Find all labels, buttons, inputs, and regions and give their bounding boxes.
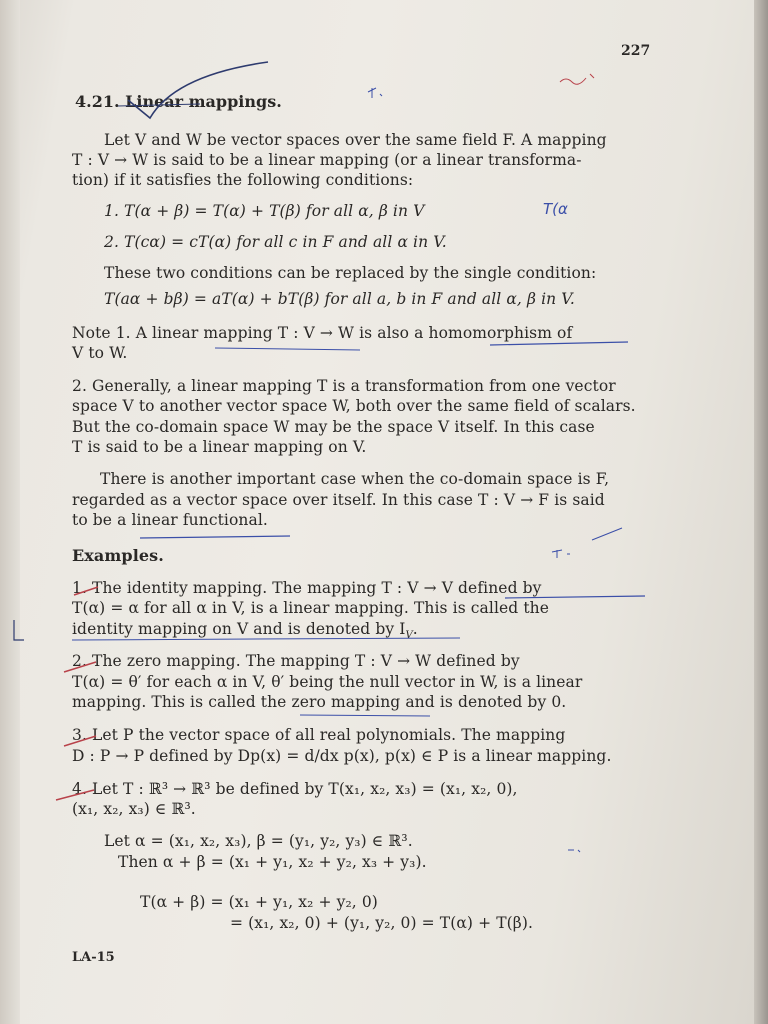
definition-line-2: T : V → W is said to be a linear mapping (or a linear transforma- [72, 151, 582, 169]
note-3-line-1: There is another important case when the co-domain space is F, [100, 470, 610, 488]
page-number: 227 [621, 43, 651, 59]
example-2-line-3: mapping. This is called the zero mapping and is denoted by 0. [72, 693, 567, 711]
example-4-line-6: = (x₁, x₂, 0) + (y₁, y₂, 0) = T(α) + T(β). [230, 914, 534, 932]
definition-line-3: tion) if it satisfies the following conditions: [72, 171, 414, 189]
definition-line-1: Let V and W be vector spaces over the same field F. A mapping [104, 131, 607, 149]
note-3-line-3: to be a linear functional. [72, 511, 268, 529]
note-2-line-2: space V to another vector space W, both over the same field of scalars. [72, 397, 636, 415]
example-4-line-2: (x₁, x₂, x₃) ∈ ℝ³. [72, 800, 196, 818]
single-condition-formula: T(aα + bβ) = aT(α) + bT(β) for all a, b in F and all α, β in V. [104, 290, 575, 308]
note-2-line-3: But the co-domain space W may be the space V itself. In this case [72, 418, 595, 436]
example-4-line-1: 4. Let T : ℝ³ → ℝ³ be defined by T(x₁, x₂, x₃) = (x₁, x₂, 0), [72, 780, 518, 798]
example-4-line-5: T(α + β) = (x₁ + y₁, x₂ + y₂, 0) [140, 893, 378, 911]
example-1-subscript: V [405, 630, 413, 642]
example-1-line-2: T(α) = α for all α in V, is a linear mapping. This is called the [72, 599, 550, 617]
section-heading: 4.21. Linear mappings. [75, 92, 282, 111]
example-2-line-2: T(α) = θ′ for each α in V, θ′ being the null vector in W, is a linear [72, 673, 583, 691]
note-1-line-1: Note 1. A linear mapping T : V → W is also a homomorphism of [72, 324, 573, 342]
example-1-line-3-text: identity mapping on V and is denoted by I [72, 620, 406, 638]
note-1-line-2: V to W. [72, 344, 128, 362]
example-1-line-3 [72, 622, 418, 641]
note-3-line-2: regarded as a vector space over itself. In this case T : V → F is said [72, 491, 605, 509]
examples-heading: Examples. [72, 546, 164, 565]
single-condition-intro: These two conditions can be replaced by the single condition: [104, 264, 597, 282]
example-3-line-1: 3. Let P the vector space of all real polynomials. The mapping [72, 726, 566, 744]
example-1-period: . [412, 620, 418, 638]
example-1-line-1: 1. The identity mapping. The mapping T : V → V defined by [72, 579, 542, 597]
condition-additivity: 1. T(α + β) = T(α) + T(β) for all α, β in V [104, 202, 425, 220]
condition-homogeneity: 2. T(cα) = cT(α) for all c in F and all α in V. [104, 233, 447, 251]
example-2-line-1: 2. The zero mapping. The mapping T : V → W defined by [72, 652, 520, 670]
page-right-edge [754, 0, 768, 1024]
handwritten-margin-note: T(α [543, 200, 568, 218]
page-footer-code: LA-15 [72, 950, 115, 965]
example-3-line-2: D : P → P defined by Dp(x) = d/dx p(x), p(x) ∈ P is a linear mapping. [72, 747, 612, 765]
example-4-line-3: Let α = (x₁, x₂, x₃), β = (y₁, y₂, y₃) ∈ ℝ³. [104, 832, 413, 850]
note-2-line-1: 2. Generally, a linear mapping T is a transformation from one vector [72, 377, 616, 395]
note-2-line-4: T is said to be a linear mapping on V. [72, 438, 367, 456]
example-4-line-4: Then α + β = (x₁ + y₁, x₂ + y₂, x₃ + y₃). [118, 853, 427, 871]
page-binding-edge [0, 0, 20, 1024]
